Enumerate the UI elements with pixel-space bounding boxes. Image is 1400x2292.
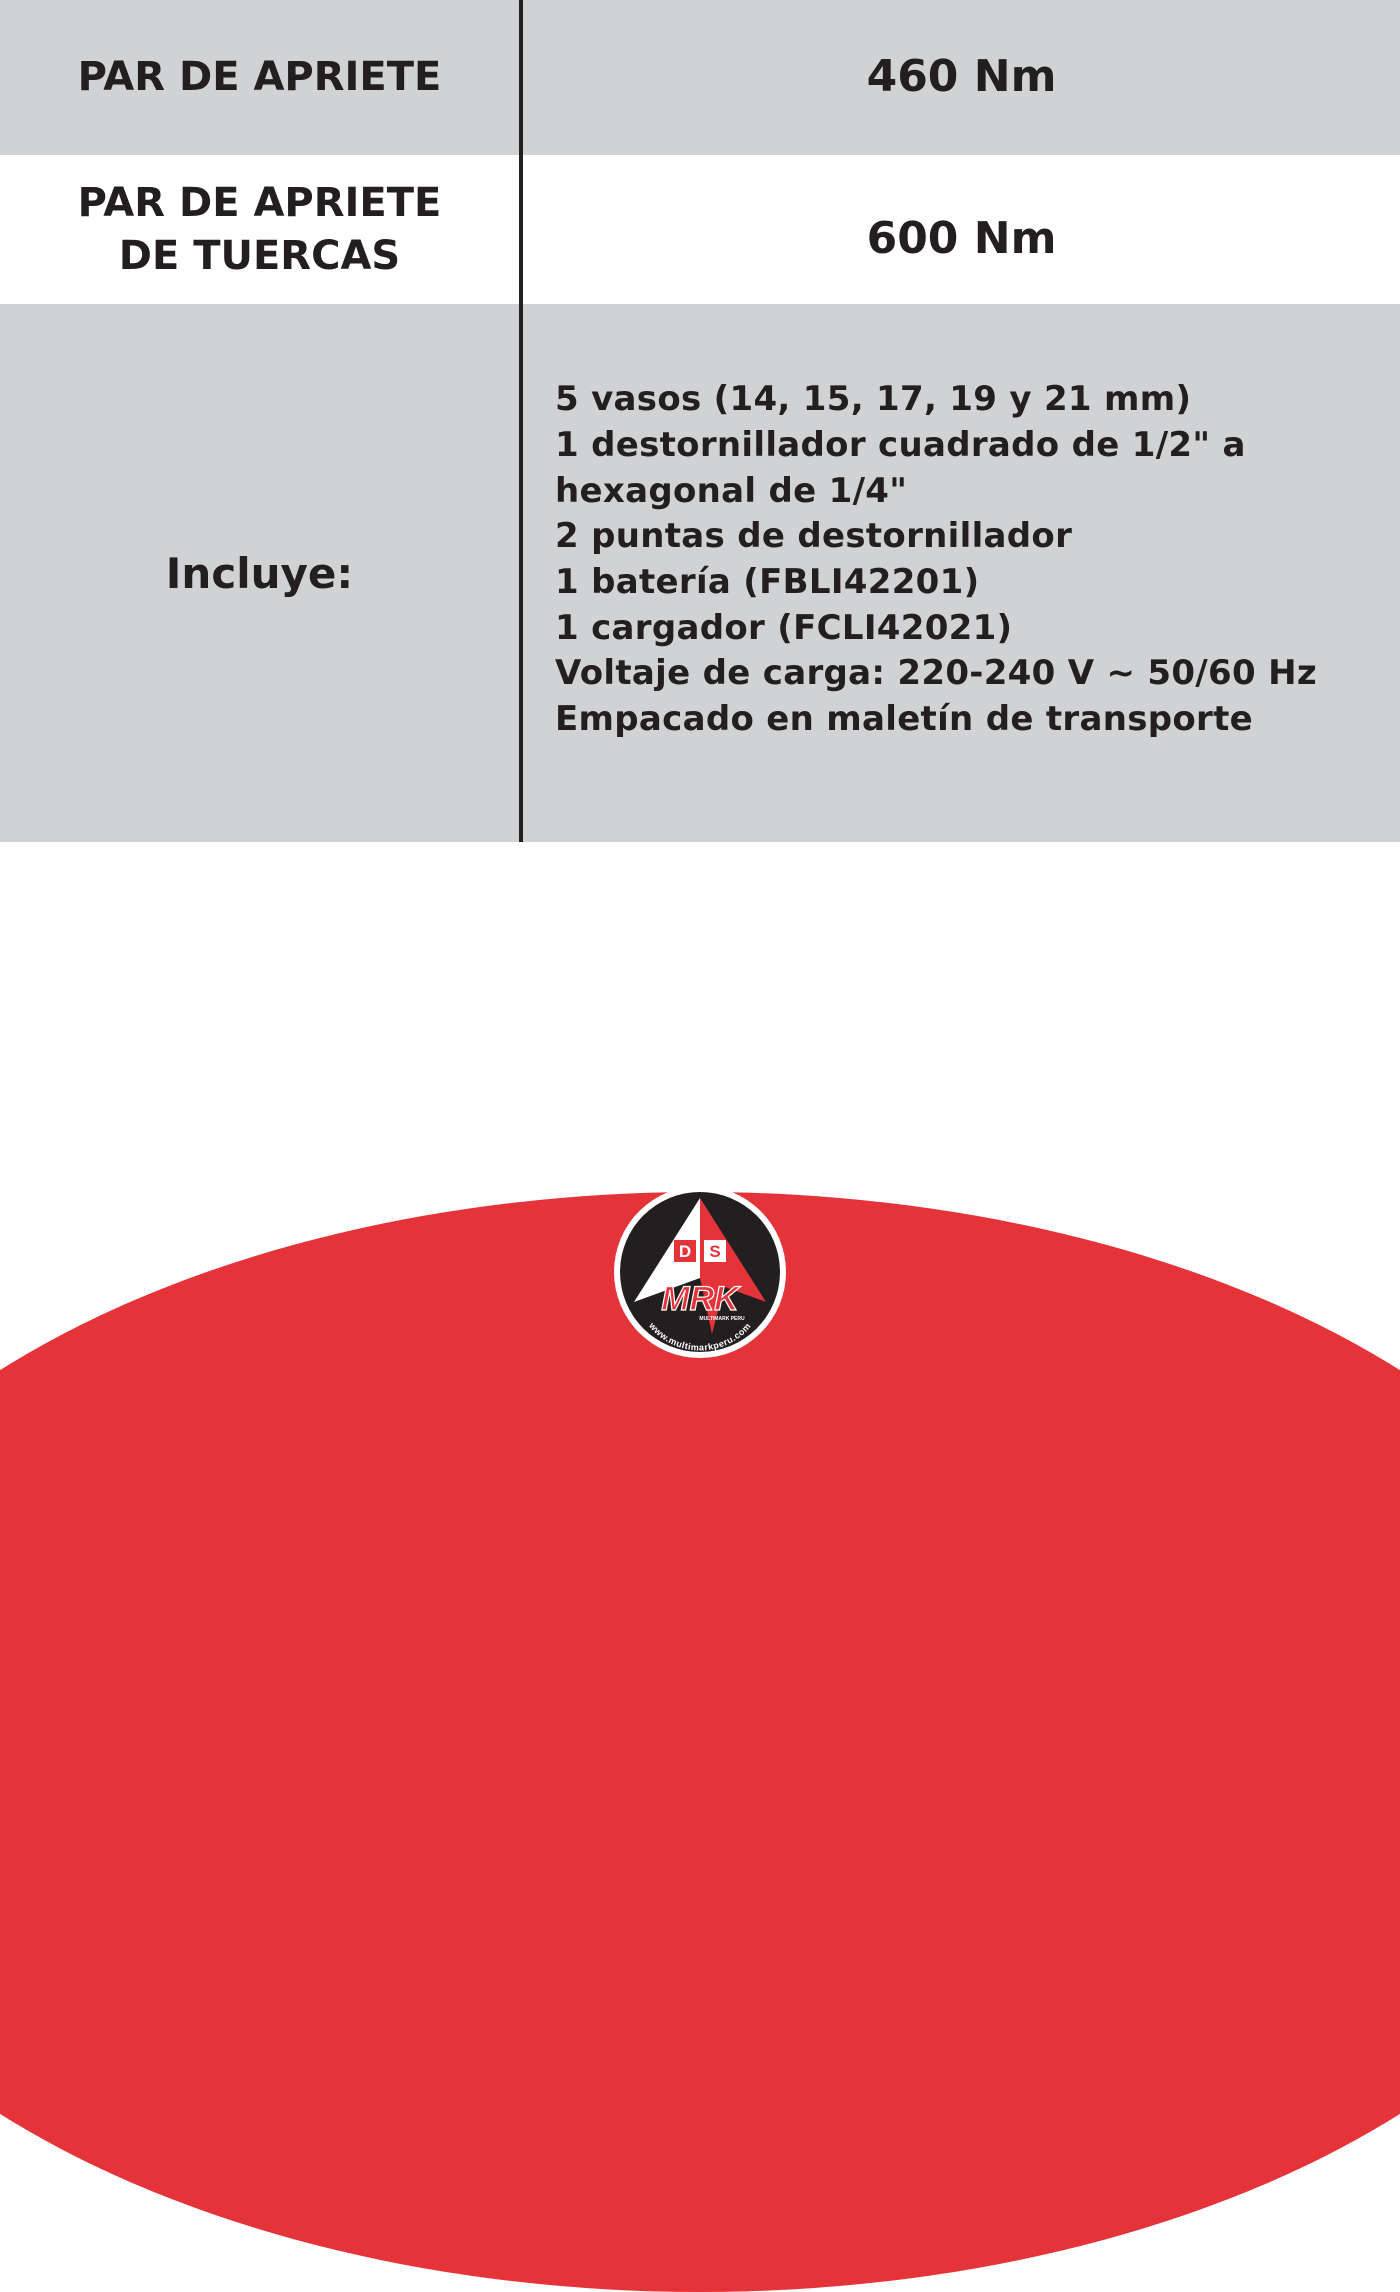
spec-value: 600 Nm	[866, 213, 1057, 264]
logo-wordmark: MRK	[661, 1280, 739, 1318]
logo-letter-s: S	[709, 1242, 721, 1261]
spec-label-cell	[0, 0, 519, 155]
spec-row-torque	[0, 0, 1400, 155]
includes-item: hexagonal de 1/4"	[555, 470, 908, 511]
includes-item: 5 vasos (14, 15, 17, 19 y 21 mm)	[555, 379, 1192, 420]
includes-item: 1 cargador (FCLI42021)	[555, 607, 1013, 648]
includes-item: Empacado en maletín de transporte	[555, 699, 1254, 740]
spec-table	[0, 0, 1400, 842]
includes-item: 1 destornillador cuadrado de 1/2" a	[555, 424, 1246, 465]
includes-list	[523, 304, 1400, 842]
includes-item: 2 puntas de destornillador	[555, 516, 1073, 557]
includes-item: Voltaje de carga: 220-240 V ~ 50/60 Hz	[555, 653, 1317, 694]
logo-url-text: www.multimarkperu.com	[647, 1320, 753, 1353]
logo-tagline: MULTIMARK PERU	[699, 1316, 745, 1322]
spec-label-line-2: DE TUERCAS	[118, 232, 401, 279]
includes-label-cell	[0, 304, 519, 842]
spec-value: 460 Nm	[866, 51, 1057, 102]
spec-label-cell	[0, 155, 519, 304]
logo-letter-d: D	[678, 1242, 692, 1261]
spec-row-includes	[0, 304, 1400, 842]
spec-label-line-1: PAR DE APRIETE	[77, 179, 442, 226]
includes-item: 1 batería (FBLI42201)	[555, 562, 980, 602]
spec-row-nut-torque	[0, 155, 1400, 304]
brand-logo	[612, 1184, 788, 1360]
includes-label: Incluye:	[165, 548, 354, 598]
spec-label: PAR DE APRIETE	[77, 54, 442, 100]
